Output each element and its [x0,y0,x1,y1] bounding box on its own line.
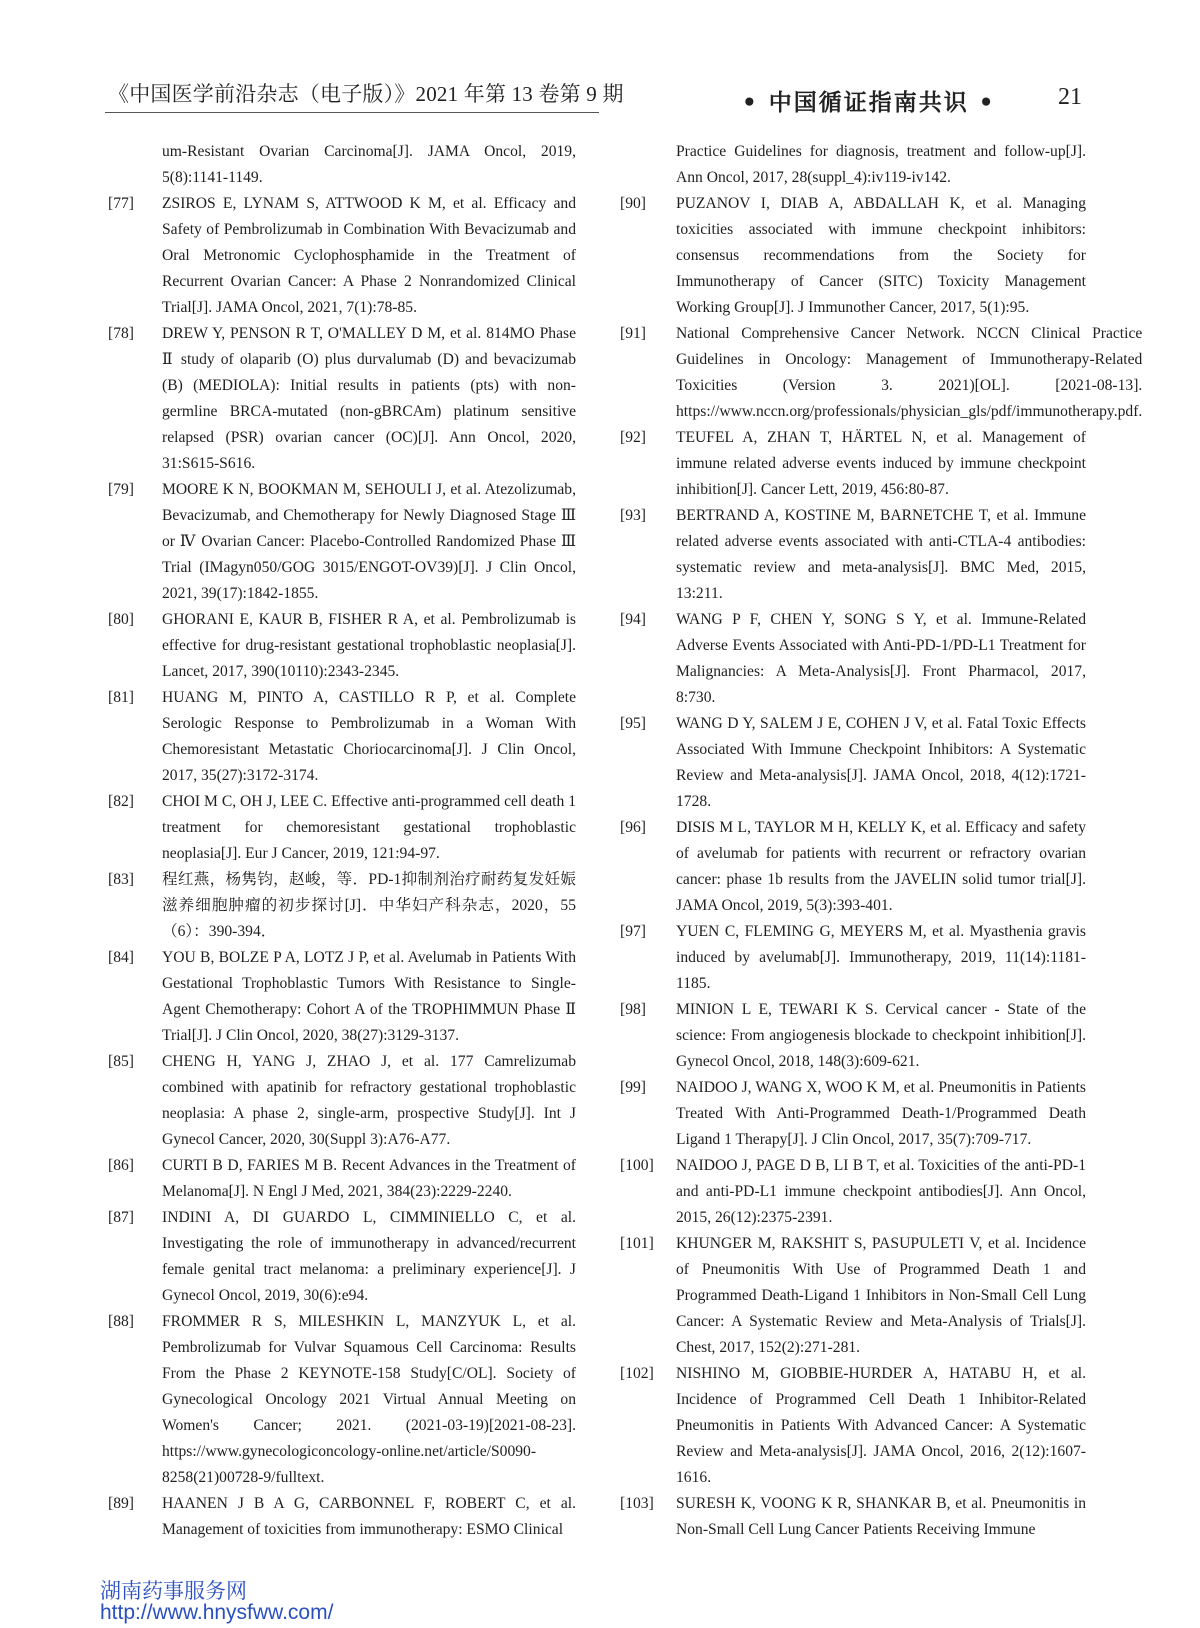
reference-number: [80] [108,611,134,628]
reference-95 [620,711,1086,815]
reference-text: CHOI M C, OH J, LEE C. Effective anti-programmed cell death 1 treatment for chemoresistant gestational trophoblastic neoplasia[J]. Eur J Cancer, 2019, 121:94-97. [162,793,576,862]
reference-number: [77] [108,195,134,212]
reference-text: FROMMER R S, MILESHKIN L, MANZYUK L, et al. Pembrolizumab for Vulvar Squamous Cell Carcinoma: Results From the Phase 2 KEYNOTE-158 Study[C/OL]. Society of Gynecological Oncology 2021 Virtual Annual Meeting on Women's Cancer; 2021. (2021-03-19)[2021-08-23]. https://www.gynecologiconcology-online.net/article/S0090-8258(21)00728-9/fulltext. [162,1313,576,1486]
reference-text: PUZANOV I, DIAB A, ABDALLAH K, et al. Managing toxicities associated with immune checkpoint inhibitors: consensus recommendations from the Society for Immunotherapy of Cancer (SITC) Toxicity Management Working Group[J]. J Immunother Cancer, 2017, 5(1):95. [676,195,1086,316]
reference-number: [83] [108,871,134,888]
reference-number: [97] [620,923,646,940]
reference-text: TEUFEL A, ZHAN T, HÄRTEL N, et al. Management of immune related adverse events induced by immune checkpoint inhibition[J]. Cancer Lett, 2019, 456:80-87. [676,429,1086,498]
reference-number: [93] [620,507,646,524]
reference-text: 程红燕，杨隽钧，赵峻，等．PD-1抑制剂治疗耐药复发妊娠滋养细胞肿瘤的初步探讨[J]．中华妇产科杂志，2020，55（6）：390-394． [162,871,576,940]
reference-number: [81] [108,689,134,706]
header-rule [105,112,599,113]
reference-92 [620,425,1086,503]
reference-text: CHENG H, YANG J, ZHAO J, et al. 177 Camrelizumab combined with apatinib for refractory gestational trophoblastic neoplasia: A phase 2, single-arm, prospective Study[J]. Int J Gynecol Cancer, 2020, 30(Suppl 3):A76-A77. [162,1053,576,1148]
reference-text: INDINI A, DI GUARDO L, CIMMINIELLO C, et al. Investigating the role of immunotherapy in advanced/recurrent female genital tract melanoma: a preliminary experience[J]. J Gynecol Oncol, 2019, 30(6):e94. [162,1209,576,1304]
reference-text: DREW Y, PENSON R T, O'MALLEY D M, et al. 814MO Phase Ⅱ study of olaparib (O) plus durvalumab (D) and bevacizumab (B) (MEDIOLA): Initial results in patients (pts) with non-germline BRCA-mutated (non-gBRCAm) platinum sensitive relapsed (PSR) ovarian cancer (OC)[J]. Ann Oncol, 2020, 31:S615-S616. [162,325,576,472]
reference-100 [620,1153,1086,1231]
reference-91 [620,321,1143,425]
reference-number: [91] [620,325,646,342]
reference-93 [620,503,1086,607]
reference-number: [84] [108,949,134,966]
reference-number: [78] [108,325,134,342]
reference-87 [108,1205,576,1309]
reference-80 [108,607,576,685]
reference-number: [90] [620,195,646,212]
reference-text: DISIS M L, TAYLOR M H, KELLY K, et al. Efficacy and safety of avelumab for patients with recurrent or refractory ovarian cancer: phase 1b results from the JAVELIN solid tumor trial[J]. JAMA Oncol, 2019, 5(3):393-401. [676,819,1086,914]
journal-header: 《中国医学前沿杂志（电子版）》2021 年第 13 卷第 9 期 [108,82,624,106]
reference-89 [108,1491,576,1543]
page-number: 21 [1058,84,1082,110]
reference-text: National Comprehensive Cancer Network. NCCN Clinical Practice Guidelines in Oncology: Management of Immunotherapy-Related Toxicities (Version 3. 2021)[OL]. [2021-08-13]. https://www.nccn.org/professionals/physician_gls/pdf/immunotherapy.pdf. [676,325,1143,420]
reference-continuation: Practice Guidelines for diagnosis, treatment and follow-up[J]. Ann Oncol, 2017, 28(suppl_4):iv119-iv142. [676,143,1086,186]
reference-text: HUANG M, PINTO A, CASTILLO R P, et al. Complete Serologic Response to Pembrolizumab in a Woman With Chemoresistant Metastatic Choriocarcinoma[J]. J Clin Oncol, 2017, 35(27):3172-3174. [162,689,576,784]
reference-number: [88] [108,1313,134,1330]
reference-continuation: um-Resistant Ovarian Carcinoma[J]. JAMA Oncol, 2019, 5(8):1141-1149. [162,143,576,186]
reference-number: [86] [108,1157,134,1174]
reference-number: [95] [620,715,646,732]
reference-text: ZSIROS E, LYNAM S, ATTWOOD K M, et al. Efficacy and Safety of Pembrolizumab in Combination With Bevacizumab and Oral Metronomic Cyclophosphamide in the Treatment of Recurrent Ovarian Cancer: A Phase 2 Nonrandomized Clinical Trial[J]. JAMA Oncol, 2021, 7(1):78-85. [162,195,576,316]
reference-number: [98] [620,1001,646,1018]
reference-88 [108,1309,576,1491]
reference-79 [108,477,576,607]
reference-number: [100] [620,1157,654,1174]
reference-text: CURTI B D, FARIES M B. Recent Advances in the Treatment of Melanoma[J]. N Engl J Med, 2021, 384(23):2229-2240. [162,1157,576,1200]
reference-text: WANG P F, CHEN Y, SONG S Y, et al. Immune-Related Adverse Events Associated with Anti-PD-1/PD-L1 Treatment for Malignancies: A Meta-Analysis[J]. Front Pharmacol, 2017, 8:730. [676,611,1086,706]
reference-number: [82] [108,793,134,810]
reference-number: [96] [620,819,646,836]
reference-text: HAANEN J B A G, CARBONNEL F, ROBERT C, et al. Management of toxicities from immunotherapy: ESMO Clinical [162,1495,576,1538]
section-title: • 中国循证指南共识 • [742,90,996,116]
reference-98 [620,997,1086,1075]
reference-85 [108,1049,576,1153]
left-reference-column [108,139,576,1543]
reference-number: [89] [108,1495,134,1512]
reference-81 [108,685,576,789]
reference-94 [620,607,1086,711]
reference-86 [108,1153,576,1205]
reference-number: [87] [108,1209,134,1226]
reference-83 [108,867,576,945]
watermark-site-url[interactable]: http://www.hnysfww.com/ [100,1601,334,1624]
reference-text: BERTRAND A, KOSTINE M, BARNETCHE T, et al. Immune related adverse events associated with anti-CTLA-4 antibodies: systematic review and meta-analysis[J]. BMC Med, 2015, 13:211. [676,507,1086,602]
reference-101 [620,1231,1086,1361]
reference-97 [620,919,1086,997]
reference-103 [620,1491,1086,1543]
reference-text: KHUNGER M, RAKSHIT S, PASUPULETI V, et al. Incidence of Pneumonitis With Use of Programmed Death 1 and Programmed Death-Ligand 1 Inhibitors in Non-Small Cell Lung Cancer: A Systematic Review and Meta-Analysis of Trials[J]. Chest, 2017, 152(2):271-281. [676,1235,1086,1356]
reference-number: [94] [620,611,646,628]
reference-78 [108,321,576,477]
reference-text: GHORANI E, KAUR B, FISHER R A, et al. Pembrolizumab is effective for drug-resistant gestational trophoblastic neoplasia[J]. Lancet, 2017, 390(10110):2343-2345. [162,611,576,680]
reference-number: [102] [620,1365,654,1382]
reference-102 [620,1361,1086,1491]
reference-text: NISHINO M, GIOBBIE-HURDER A, HATABU H, et al. Incidence of Programmed Cell Death 1 Inhibitor-Related Pneumonitis in Patients With Advanced Cancer: A Systematic Review and Meta-analysis[J]. JAMA Oncol, 2016, 2(12):1607-1616. [676,1365,1086,1486]
reference-text: WANG D Y, SALEM J E, COHEN J V, et al. Fatal Toxic Effects Associated With Immune Checkpoint Inhibitors: A Systematic Review and Meta-analysis[J]. JAMA Oncol, 2018, 4(12):1721-1728. [676,715,1086,810]
reference-text: MINION L E, TEWARI K S. Cervical cancer - State of the science: From angiogenesis blockade to checkpoint inhibition[J]. Gynecol Oncol, 2018, 148(3):609-621. [676,1001,1086,1070]
reference-number: [79] [108,481,134,498]
right-reference-column [620,139,1143,1543]
reference-number: [99] [620,1079,646,1096]
reference-90 [620,191,1086,321]
watermark-site-name: 湖南药事服务网 [100,1579,247,1603]
reference-96 [620,815,1086,919]
reference-text: SURESH K, VOONG K R, SHANKAR B, et al. Pneumonitis in Non-Small Cell Lung Cancer Patients Receiving Immune [676,1495,1086,1538]
reference-99 [620,1075,1086,1153]
reference-text: YUEN C, FLEMING G, MEYERS M, et al. Myasthenia gravis induced by avelumab[J]. Immunotherapy, 2019, 11(14):1181-1185. [676,923,1086,992]
reference-number: [85] [108,1053,134,1070]
reference-number: [92] [620,429,646,446]
reference-text: YOU B, BOLZE P A, LOTZ J P, et al. Avelumab in Patients With Gestational Trophoblastic Tumors With Resistance to Single-Agent Chemotherapy: Cohort A of the TROPHIMMUN Phase Ⅱ Trial[J]. J Clin Oncol, 2020, 38(27):3129-3137. [162,949,576,1044]
reference-number: [101] [620,1235,654,1252]
reference-77 [108,191,576,321]
reference-text: MOORE K N, BOOKMAN M, SEHOULI J, et al. Atezolizumab, Bevacizumab, and Chemotherapy for Newly Diagnosed Stage Ⅲ or Ⅳ Ovarian Cancer: Placebo-Controlled Randomized Phase Ⅲ Trial (IMagyn050/GOG 3015/ENGOT-OV39)[J]. J Clin Oncol, 2021, 39(17):1842-1855. [162,481,576,602]
reference-82 [108,789,576,867]
reference-text: NAIDOO J, PAGE D B, LI B T, et al. Toxicities of the anti-PD-1 and anti-PD-L1 immune checkpoint antibodies[J]. Ann Oncol, 2015, 26(12):2375-2391. [676,1157,1086,1226]
reference-text: NAIDOO J, WANG X, WOO K M, et al. Pneumonitis in Patients Treated With Anti-Programmed Death-1/Programmed Death Ligand 1 Therapy[J]. J Clin Oncol, 2017, 35(7):709-717. [676,1079,1086,1148]
reference-84 [108,945,576,1049]
reference-number: [103] [620,1495,654,1512]
